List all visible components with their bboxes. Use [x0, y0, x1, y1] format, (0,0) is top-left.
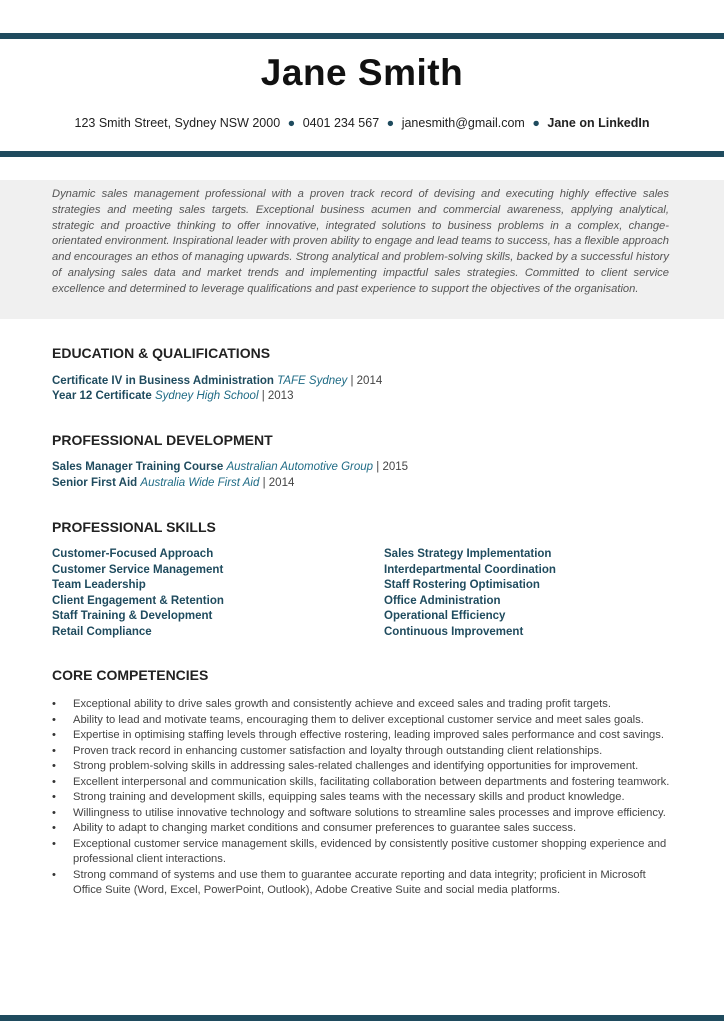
competency-item: • Strong problem-solving skills in addressing sales-related challenges and identifying opportunities for improvement.	[52, 759, 672, 775]
qualification-name: Year 12 Certificate	[52, 390, 152, 402]
competency-item: • Exceptional customer service management skills, evidenced by consistently positive customer shopping experience and professional client interactions.	[52, 837, 672, 868]
email-link[interactable]: janesmith@gmail.com	[401, 116, 525, 130]
section-title-education: EDUCATION & QUALIFICATIONS	[52, 345, 271, 361]
course-year: | 2015	[376, 461, 409, 473]
institution-name: Sydney High School	[154, 390, 259, 402]
skills-column-left	[52, 547, 224, 640]
skills-column-right	[384, 547, 556, 640]
contact-line	[0, 116, 724, 130]
competency-item: • Exceptional ability to drive sales growth and consistently achieve and exceed sales and trading profit targets.	[52, 697, 672, 713]
skill-item: Sales Strategy Implementation	[384, 548, 552, 560]
skill-item: Team Leadership	[52, 579, 146, 591]
competency-item: • Excellent interpersonal and communication skills, facilitating collaboration between departments and fostering teamwork.	[52, 775, 672, 791]
skill-item: Staff Training & Development	[52, 610, 213, 622]
competency-item: • Ability to lead and motivate teams, encouraging them to deliver exceptional customer service and meet sales goals.	[52, 713, 672, 729]
linkedin-link[interactable]: Jane on LinkedIn	[547, 116, 650, 130]
provider-name: Australia Wide First Aid	[140, 477, 260, 489]
header-divider-bar	[0, 151, 724, 157]
course-year: | 2014	[262, 477, 295, 489]
competency-item: • Expertise in optimising staffing levels through effective rostering, leading improved sales performance and cost savings.	[52, 728, 672, 744]
course-name: Senior First Aid	[52, 477, 138, 489]
skill-item: Customer-Focused Approach	[52, 548, 214, 560]
competencies-list	[52, 697, 672, 899]
address: 123 Smith Street, Sydney NSW 2000	[74, 116, 281, 130]
provider-name: Australian Automotive Group	[226, 461, 374, 473]
skill-item: Continuous Improvement	[384, 625, 524, 638]
institution-name: TAFE Sydney	[277, 375, 348, 387]
skill-item: Customer Service Management	[52, 563, 224, 576]
separator-dot-icon: ●	[386, 116, 395, 130]
education-entry	[52, 389, 293, 405]
skill-item: Client Engagement & Retention	[52, 594, 224, 607]
competency-item: • Strong command of systems and use them to guarantee accurate reporting and data integrity; proficient in Microsoft Office Suite (Word, Excel, PowerPoint, Outlook), Adobe Creative Suite and social media platforms.	[52, 868, 672, 899]
qualification-name: Certificate IV in Business Administration	[52, 375, 274, 387]
section-title-skills: PROFESSIONAL SKILLS	[52, 519, 216, 535]
education-entry	[52, 374, 382, 390]
skill-item: Office Administration	[384, 594, 501, 607]
course-name: Sales Manager Training Course	[52, 461, 224, 473]
skill-item: Interdepartmental Coordination	[384, 563, 556, 576]
section-title-competencies: CORE COMPETENCIES	[52, 667, 209, 683]
separator-dot-icon: ●	[532, 116, 540, 130]
section-title-development: PROFESSIONAL DEVELOPMENT	[52, 432, 273, 448]
skill-item: Staff Rostering Optimisation	[384, 579, 540, 591]
qualification-year: | 2014	[350, 375, 383, 387]
development-entry	[52, 476, 294, 492]
competency-item: • Proven track record in enhancing customer satisfaction and loyalty through outstanding client relationships.	[52, 744, 672, 760]
competency-item: • Ability to adapt to changing market conditions and consumer preferences to guarantee sales success.	[52, 821, 672, 837]
qualification-year: | 2013	[261, 390, 294, 402]
professional-summary: Dynamic sales management professional with a proven track record of devising and executing highly effective sales strategies and meeting sales targets. Exceptional business acumen and commercial awareness, applying analytical, strategic and proactive thinking to offer innovative, integrated solutions to business problems in a complex, change-orientated environment. Inspirational leader with proven ability to engage and lead teams to success, has a flexible approach and encourages an ethos of managing upwards. Strong analytical and problem-solving skills, backed by a successful history of analysing sales data and market trends and implementing impactful sales strategies. Committed to client service excellence and determined to leverage qualifications and past experience to support the objectives of the organisation.	[52, 188, 669, 295]
top-accent-bar	[0, 33, 724, 39]
bottom-accent-bar	[0, 1015, 724, 1021]
competency-item: • Strong training and development skills, equipping sales teams with the necessary skills and product knowledge.	[52, 790, 672, 806]
development-entry	[52, 460, 408, 476]
candidate-name: Jane Smith	[260, 52, 464, 93]
skill-item: Retail Compliance	[52, 625, 152, 638]
phone[interactable]: 0401 234 567	[302, 116, 380, 130]
competency-item: • Willingness to utilise innovative technology and software solutions to streamline sales processes and improve efficiency.	[52, 806, 672, 822]
skill-item: Operational Efficiency	[384, 610, 506, 622]
separator-dot-icon: ●	[287, 116, 296, 130]
